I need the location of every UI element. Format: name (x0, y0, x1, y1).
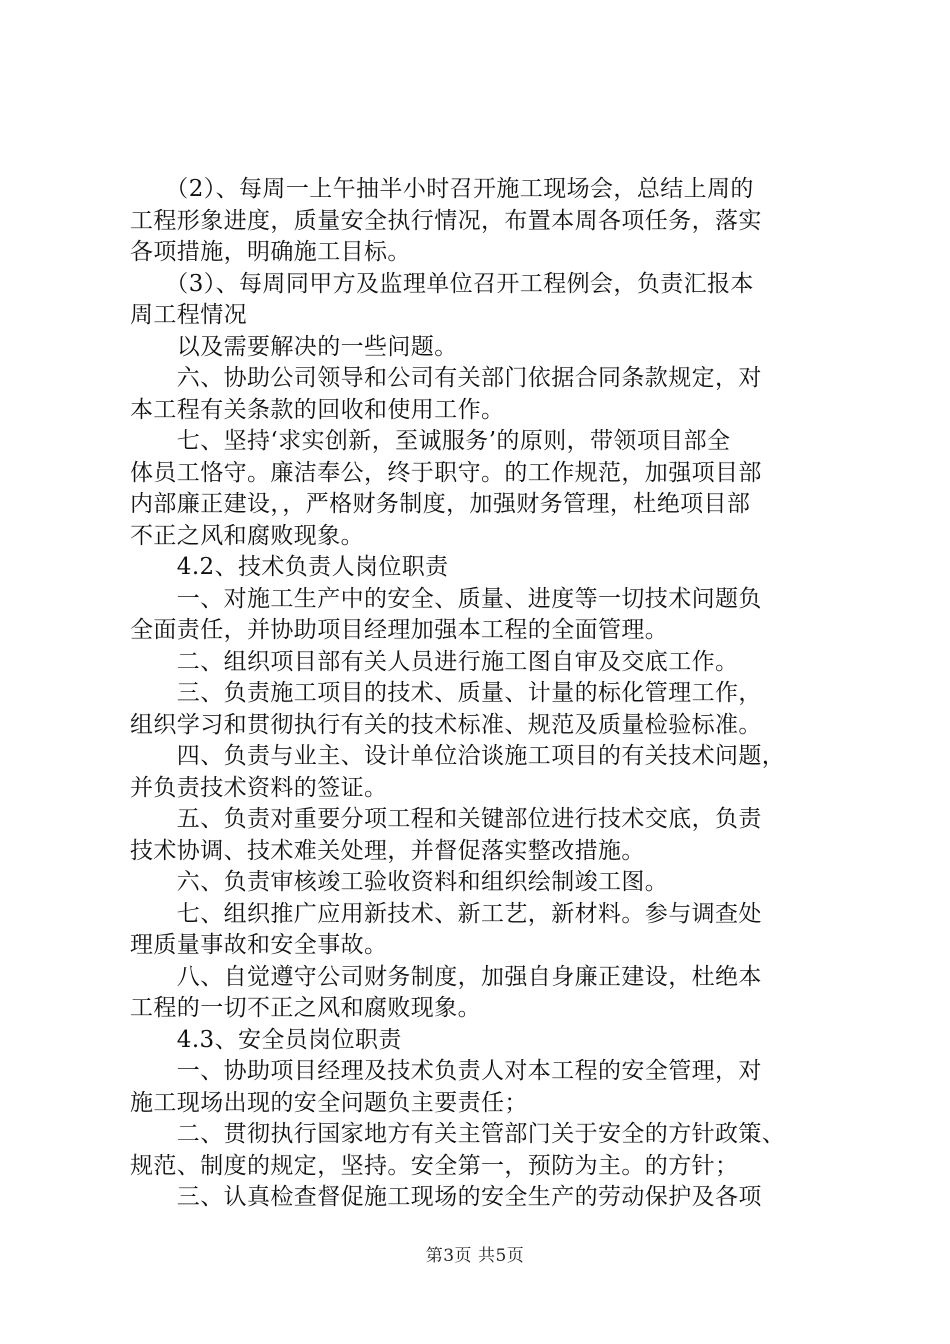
text-line: （2）、每周一上午抽半小时召开施工现场会，总结上周的 (130, 176, 754, 202)
text-line: 一、对施工生产中的安全、质量、进度等一切技术问题负 (130, 585, 762, 612)
text-line: 全面责任，并协助项目经理加强本工程的全面管理。 (130, 617, 669, 643)
text-line: 五、负责对重要分项工程和关键部位进行技术交底，负责 (130, 806, 762, 832)
text-line: 三、负责施工项目的技术、质量、计量的标化管理工作， (130, 680, 762, 706)
text-line: 技术协调、技术难关处理，并督促落实整改措施。 (130, 837, 645, 864)
text-line: 4.3、安全员岗位职责 (130, 1026, 402, 1053)
text-line: 不正之风和腐败现象。 (130, 522, 364, 549)
text-line: 三、认真检查督促施工现场的安全生产的劳动保护及各项 (130, 1184, 762, 1210)
text-line: 七、坚持‘求实创新，至诚服务’的原则，带领项目部全 (130, 428, 731, 454)
text-line: 各项措施，明确施工目标。 (130, 239, 411, 265)
document-body (130, 174, 836, 1214)
text-line: 施工现场出现的安全问题负主要责任； (130, 1089, 528, 1116)
page-number: 第3页 共5页 (425, 1246, 525, 1266)
text-line: 以及需要解决的一些问题。 (130, 333, 458, 360)
text-line: 理质量事故和安全事故。 (130, 932, 388, 958)
text-line: 体员工恪守。廉洁奉公，终于职守。的工作规范，加强项目部 (130, 459, 762, 486)
text-line: 组织学习和贯彻执行有关的技术标准、规范及质量检验标准。 (130, 711, 762, 738)
text-line: 周工程情况 (130, 302, 247, 328)
text-line: 一、协助项目经理及技术负责人对本工程的安全管理，对 (130, 1058, 762, 1084)
text-line: 工程形象进度，质量安全执行情况，布置本周各项任务，落实 (130, 207, 762, 234)
text-line: 本工程有关条款的回收和使用工作。 (130, 396, 505, 423)
text-line: 六、负责审核竣工验收资料和组织绘制竣工图。 (130, 869, 669, 895)
text-line: 二、贯彻执行国家地方有关主管部门关于安全的方针政策、 (130, 1121, 786, 1147)
text-line: 内部廉正建设，，严格财务制度，加强财务管理，杜绝项目部 (130, 491, 751, 517)
text-line: 并负责技术资料的签证。 (130, 774, 388, 801)
page-footer (0, 1241, 950, 1266)
text-line: 四、负责与业主、设计单位洽谈施工项目的有关技术问题， (130, 743, 786, 769)
text-line: 4.2、技术负责人岗位职责 (130, 554, 449, 580)
text-line: （3）、每周同甲方及监理单位召开工程例会，负责汇报本 (130, 270, 754, 297)
text-line: 八、自觉遵守公司财务制度，加强自身廉正建设，杜绝本 (130, 963, 762, 990)
text-line: 六、协助公司领导和公司有关部门依据合同条款规定，对 (130, 365, 762, 391)
text-line: 七、组织推广应用新技术、新工艺，新材料。参与调查处 (130, 900, 762, 927)
text-line: 规范、制度的规定，坚持。安全第一，预防为主。的方针； (130, 1152, 739, 1179)
text-line: 工程的一切不正之风和腐败现象。 (130, 995, 481, 1021)
text-line: 二、组织项目部有关人员进行施工图自审及交底工作。 (130, 648, 739, 675)
